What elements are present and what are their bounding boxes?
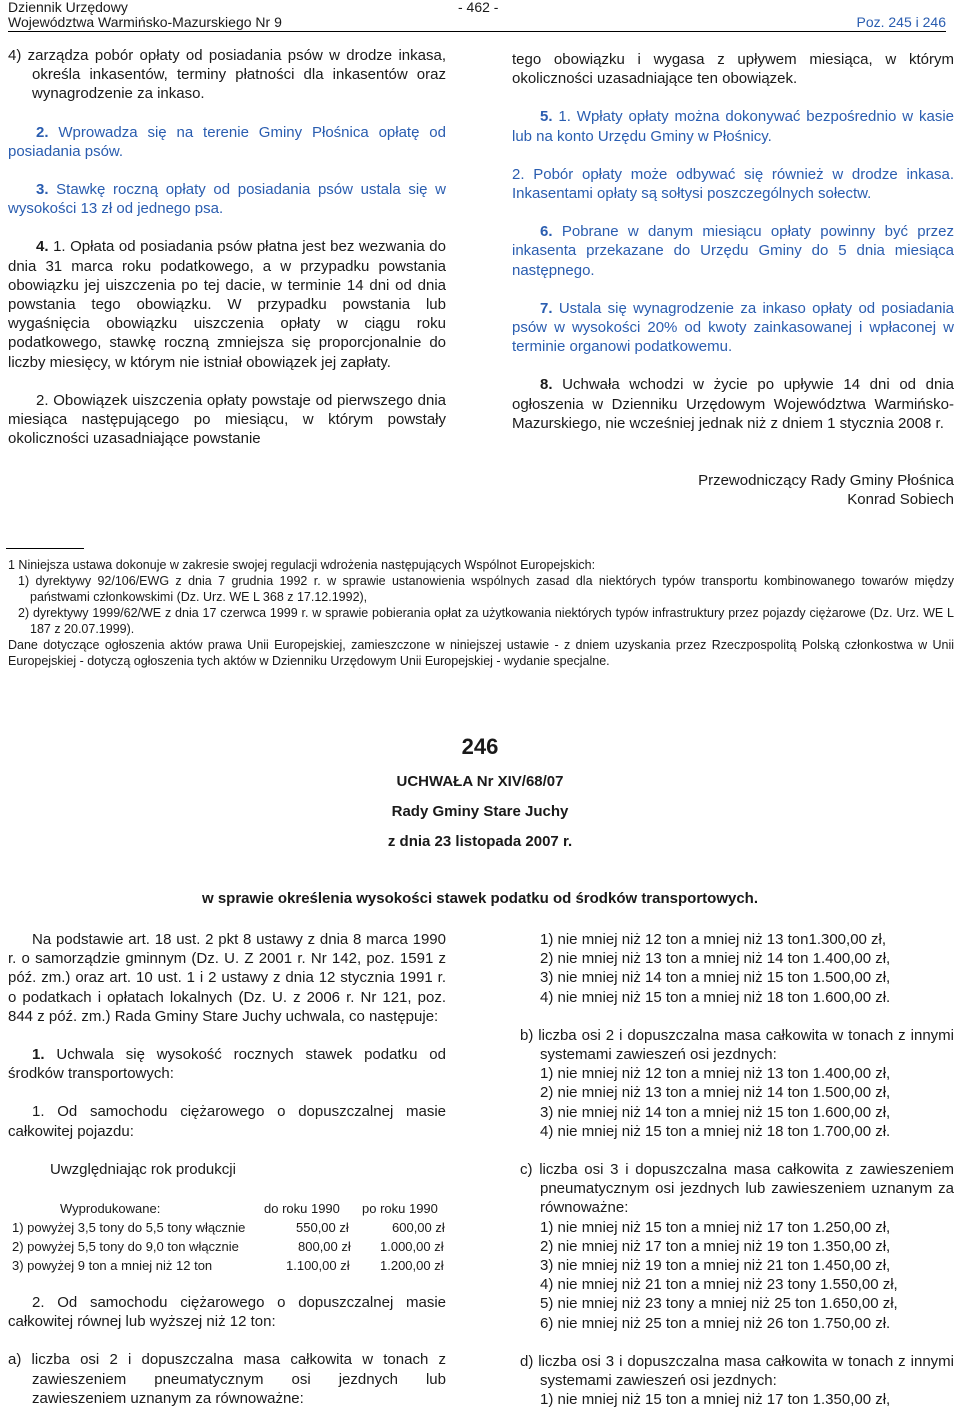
list-item: 2) nie mniej niż 13 ton a mniej niż 14 ton 1.400,00 zł, [540, 950, 891, 968]
paragraph-4-2-continued: tego obowiązku i wygasa z upływem miesiąca, w którym okoliczności uzasadniające ten obowiązek. [512, 51, 954, 88]
point-2: 2. Od samochodu ciężarowego o dopuszczalnej masie całkowitej równej lub wyższej niż 12 ton: [8, 1294, 446, 1331]
section-1-number: 1. [32, 1046, 45, 1064]
list-item: 3) nie mniej niż 14 ton a mniej niż 15 ton 1.500,00 zł, [540, 969, 891, 987]
subpoint-d: d) liczba osi 3 i dopuszczalna masa całkowita w tonach z innymi systemami zawieszeń osi jezdnych: [520, 1352, 954, 1390]
right-column-lower [520, 930, 954, 1409]
act-subject: w sprawie określenia wysokości stawek podatku od środków transportowych. [202, 890, 758, 907]
list-item: 1) nie mniej niż 15 ton a mniej niż 17 ton 1.350,00 zł, [540, 1391, 891, 1409]
item-4: 4) zarządza pobór opłaty od posiadania psów w drodze inkasa, określa inkasentów, terminy płatności dla inkasentów oraz wynagrodzenie za inkaso. [8, 47, 446, 103]
rate-table-header [8, 1199, 448, 1218]
left-column-lower-2 [8, 1293, 446, 1408]
journal-title: Dziennik Urzędowy [8, 0, 128, 15]
paragraph-3-text: Stawkę roczną opłaty od posiadania psów ustala się w wysokości 13 zł od jednego psa. [8, 181, 446, 218]
subpoint-c-items [520, 1218, 954, 1333]
paragraph-5-number: 5. [540, 108, 553, 126]
subpoint-a-items [520, 930, 954, 1007]
paragraph-8-number: 8. [540, 376, 553, 394]
paragraph-6-text: Pobrane w danym miesiącu opłaty powinny być przez inkasenta przekazane do Urzędu Gminy do 5 dnia miesiąca następnego. [512, 223, 954, 279]
rate-row-2-label: 2) powyżej 5,5 tony do 9,0 ton włącznie [12, 1239, 239, 1254]
footnote [8, 557, 954, 669]
year-of-production-title: Uwzględniając rok produkcji [50, 1160, 236, 1178]
rate-row-2-after: 1.000,00 zł [380, 1239, 444, 1254]
point-1: 1. Od samochodu ciężarowego o dopuszczalnej masie całkowitej pojazdu: [8, 1103, 446, 1140]
subpoint-d-items [520, 1390, 954, 1409]
list-item: 2) nie mniej niż 17 ton a mniej niż 19 ton 1.350,00 zł, [540, 1237, 891, 1255]
section-1 [8, 1045, 446, 1083]
list-item: 4) nie mniej niż 15 ton a mniej niż 18 ton 1.700,00 zł. [540, 1122, 891, 1140]
act-date: z dnia 23 listopada 2007 r. [387, 833, 573, 850]
rate-row-3-after: 1.200,00 zł [380, 1258, 444, 1273]
left-column-lower [8, 930, 446, 1179]
paragraph-5 [512, 107, 954, 145]
footnote-intro: 1 Niniejsza ustawa dokonuje w zakresie swojej regulacji wdrożenia następujących Wspólnot Europejskich: [8, 558, 596, 572]
rate-row-3-before: 1.100,00 zł [286, 1258, 350, 1273]
list-item: 3) nie mniej niż 19 ton a mniej niż 21 ton 1.450,00 zł, [540, 1257, 891, 1275]
paragraph-6-number: 6. [540, 223, 553, 241]
paragraph-8 [512, 375, 954, 433]
journal-voivodeship: Województwa Warmińsko-Mazurskiego Nr 9 [8, 14, 282, 30]
right-column-upper [512, 50, 954, 509]
rate-row-1-after: 600,00 zł [392, 1220, 445, 1235]
header-divider [8, 31, 946, 32]
rate-table-header-after-1990: po roku 1990 [362, 1201, 438, 1216]
table-row [8, 1237, 448, 1256]
footnote-item-2: 2) dyrektywy 1999/62/WE z dnia 17 czerwca 1999 r. w sprawie pobierania opłat za użytkowania niektórych typów infrastruktury przez pojazdy ciężarowe (Dz. Urz. WE L 187 z 20.07.1999). [18, 606, 954, 636]
paragraph-2-text: Wprowadza się na terenie Gminy Płośnica opłatę od posiadania psów. [8, 123, 446, 160]
paragraph-7-text: Ustala się wynagrodzenie za inkaso opłaty od posiadania psów w wysokości 20% od kwoty zainkasowanej i wpłaconej w terminie organowi podatkowemu. [512, 299, 954, 356]
paragraph-6 [512, 222, 954, 280]
page-number: - 462 - [458, 0, 499, 15]
section-1-text: Uchwala się wysokość rocznych stawek podatku od środków transportowych: [8, 1046, 446, 1083]
rate-table-header-produced: Wyprodukowane: [60, 1201, 161, 1216]
legal-basis: Na podstawie art. 18 ust. 2 pkt 8 ustawy z dnia 8 marca 1990 r. o samorządzie gminnym (Dz. U. Z 2001 r. Nr 142, poz. 1591 z póź. zm.) oraz art. 10 ust. 1 i 2 ustawy z dnia 12 stycznia 1991 r. o podatkach i opłatach lokalnych (Dz. U. z 2006 r. Nr 121, poz. 844 z póź. zm.) Rada Gminy Stare Juchy uchwala, co następuje: [8, 931, 446, 1025]
list-item: 5) nie mniej niż 23 tony a mniej niż 25 ton 1.650,00 zł, [540, 1295, 898, 1313]
journal-name [8, 0, 282, 30]
table-row [8, 1218, 448, 1237]
list-item: 1) nie mniej niż 12 ton a mniej niż 13 ton1.300,00 zł, [540, 931, 887, 948]
act-body: Rady Gminy Stare Juchy [391, 803, 569, 820]
paragraph-3 [8, 180, 446, 218]
list-item: 2) nie mniej niż 13 ton a mniej niż 14 ton 1.500,00 zł, [540, 1084, 891, 1102]
subpoint-c: c) liczba osi 3 i dopuszczalna masa całkowita z zawieszeniem pneumatycznym osi jezdnych lub zawieszeniem uznanym za równoważne: [520, 1161, 954, 1217]
paragraph-4-2: 2. Obowiązek uiszczenia opłaty powstaje od pierwszego dnia miesiąca następującego po miesiącu, w którym powstały okoliczności uzasadniające powstanie [8, 391, 446, 448]
list-item: 6) nie mniej niż 25 ton a mniej niż 26 ton 1.750,00 zł. [540, 1314, 891, 1332]
list-item: 1) nie mniej niż 12 ton a mniej niż 13 ton 1.400,00 zł, [540, 1065, 891, 1083]
list-item: 4) nie mniej niż 21 ton a mniej niż 23 tony 1.550,00 zł, [540, 1276, 898, 1294]
paragraph-5-text: 1. Wpłaty opłaty można dokonywać bezpośrednio w kasie lub na konto Urzędu Gminy w Płośnicy. [512, 108, 954, 145]
paragraph-8-text: Uchwała wchodzi w życie po upływie 14 dni od dnia ogłoszenia w Dzienniku Urzędowym Województwa Warmińsko-Mazurskiego, nie wcześniej jednak niż z dniem 1 stycznia 2008 r. [512, 376, 954, 432]
rate-row-2-before: 800,00 zł [298, 1239, 351, 1254]
left-column-upper [8, 46, 446, 448]
paragraph-4-number: 4. [36, 238, 49, 256]
rate-row-1-label: 1) powyżej 3,5 tony do 5,5 tony włącznie [12, 1220, 246, 1235]
list-item: 4) nie mniej niż 15 ton a mniej niż 18 ton 1.600,00 zł. [540, 988, 891, 1006]
signature-name: Konrad Sobiech [847, 491, 954, 509]
rate-table [8, 1199, 448, 1275]
footnote-item-1: 1) dyrektywy 92/106/EWG z dnia 7 grudnia 1992 r. w sprawie ustanowienia wspólnych zasad dla niektórych typów transportu kombinowanego towarów między państwami członkowskimi (Dz. Urz. WE L 368 z 17.12.1992), [18, 574, 954, 604]
list-item: 3) nie mniej niż 14 ton a mniej niż 15 ton 1.600,00 zł, [540, 1103, 891, 1121]
signature-title: Przewodniczący Rady Gminy Płośnica [698, 472, 954, 490]
paragraph-5-2: 2. Pobór opłaty może odbywać się również w drodze inkasa. Inkasentami opłaty są sołtysi poszczególnych sołectw. [512, 165, 954, 203]
paragraph-2 [8, 123, 446, 161]
subpoint-b-items [520, 1064, 954, 1141]
position-ref: Poz. 245 i 246 [856, 14, 946, 30]
rate-table-header-before-1990: do roku 1990 [264, 1201, 340, 1216]
footnote-note: Dane dotyczące ogłoszenia aktów prawa Unii Europejskiej, zamieszczone w niniejszej ustawie - z dniem uzyskania przez Rzeczpospolitą Polską członkostwa w Unii Europejskiej - dotyczą ogłoszenia tych aktów w Dzienniku Urzędowym Unii Europejskiej - wydanie specjalne. [8, 638, 954, 668]
paragraph-4-text: 1. Opłata od posiadania psów płatna jest bez wezwania do dnia 31 marca roku podatkowego, a w przypadku powstania obowiązku jej uiszczenia po tej dacie, w terminie 14 dni od dnia powstania tego obowiązku. W przypadku powstania lub wygaśnięcia obowiązku uiszczenia opłaty w ciągu roku podatkowego, stawkę roczną zmniejsza się proporcjonalnie do liczby miesięcy, w którym nie istniał obowiązek jej zapłaty. [8, 238, 446, 371]
act-number: 246 [461, 734, 499, 759]
subpoint-a: a) liczba osi 2 i dopuszczalna masa całkowita w tonach z zawieszeniem pneumatycznym osi jezdnych lub zawieszeniem uznanym za równoważne: [8, 1351, 446, 1407]
table-row [8, 1256, 448, 1275]
paragraph-4 [8, 237, 446, 371]
act-title: UCHWAŁA Nr XIV/68/07 [396, 773, 564, 790]
paragraph-7-number: 7. [540, 299, 553, 317]
list-item: 1) nie mniej niż 15 ton a mniej niż 17 ton 1.250,00 zł, [540, 1218, 891, 1236]
footnote-divider [6, 548, 84, 549]
paragraph-3-number: 3. [36, 181, 49, 199]
rate-row-1-before: 550,00 zł [296, 1220, 349, 1235]
subpoint-b: b) liczba osi 2 i dopuszczalna masa całkowita w tonach z innymi systemami zawieszeń osi jezdnych: [520, 1026, 954, 1064]
rate-row-3-label: 3) powyżej 9 ton a mniej niż 12 ton [12, 1258, 213, 1273]
paragraph-7 [512, 299, 954, 357]
paragraph-2-number: 2. [36, 123, 49, 141]
